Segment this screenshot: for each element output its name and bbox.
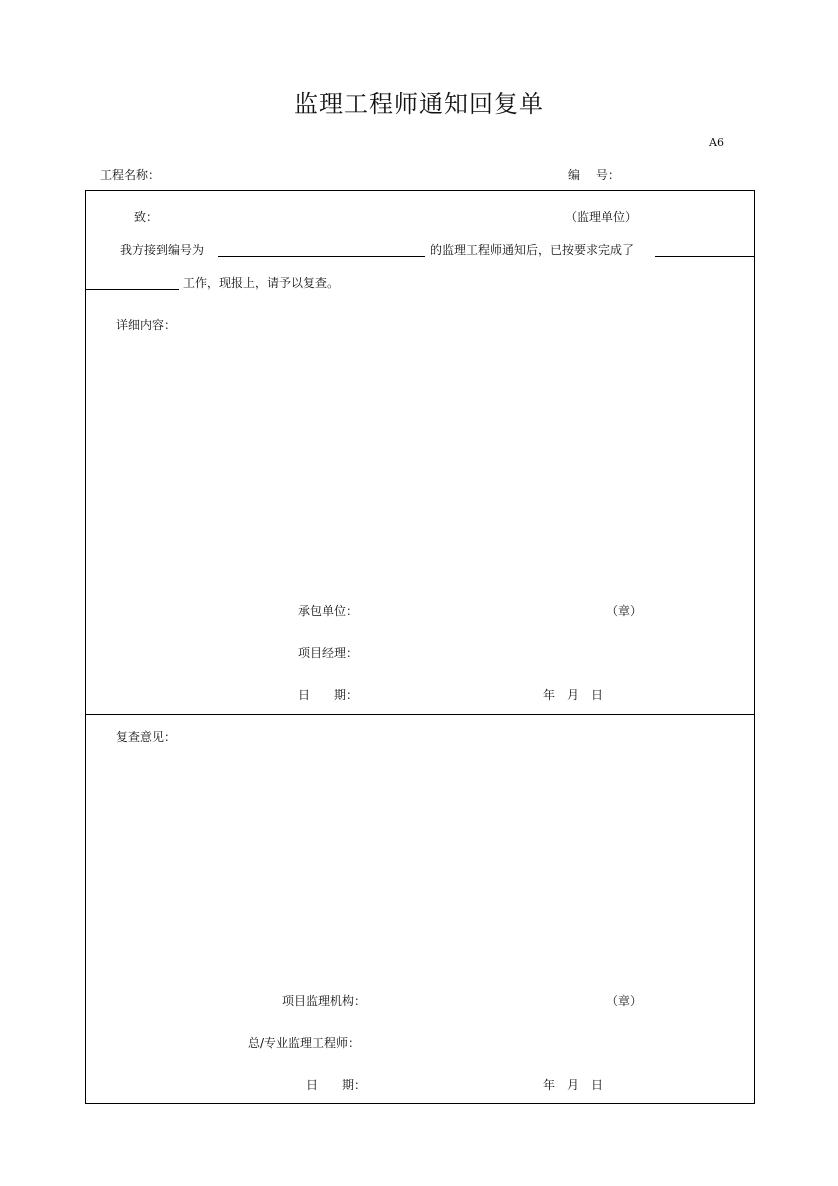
- engineer-label: 总/专业监理工程师：: [248, 1036, 361, 1050]
- number-label: 编 号：: [568, 168, 620, 182]
- form-code: A6: [709, 136, 724, 149]
- review-opinion-label: 复查意见：: [116, 730, 177, 744]
- seal-label-2: （章）: [606, 994, 643, 1008]
- contractor-label: 承包单位：: [298, 604, 359, 618]
- notice-line2-suffix: 工作，现报上，请予以复查。: [183, 276, 340, 290]
- notice-number-blank[interactable]: [218, 256, 425, 257]
- date-ymd-1: 年 月 日: [543, 688, 604, 702]
- page-title: 监理工程师通知回复单: [294, 90, 544, 118]
- notice-line1-middle: 的监理工程师通知后，已按要求完成了: [430, 243, 635, 257]
- notice-line1-prefix: 我方接到编号为: [120, 243, 205, 257]
- date-label-2: 日 期：: [306, 1078, 367, 1092]
- project-name-label: 工程名称：: [100, 168, 161, 182]
- date-label-1: 日 期：: [298, 688, 359, 702]
- section-divider: [85, 714, 755, 715]
- supervision-unit-label: （监理单位）: [565, 210, 638, 224]
- work-blank[interactable]: [86, 289, 179, 290]
- seal-label-1: （章）: [606, 604, 643, 618]
- details-label: 详细内容：: [116, 318, 177, 332]
- to-label: 致：: [134, 210, 159, 224]
- form-frame: [85, 190, 755, 1104]
- date-ymd-2: 年 月 日: [543, 1078, 604, 1092]
- completed-work-blank[interactable]: [655, 256, 755, 257]
- project-manager-label: 项目经理：: [298, 646, 359, 660]
- supervision-org-label: 项目监理机构：: [282, 994, 367, 1008]
